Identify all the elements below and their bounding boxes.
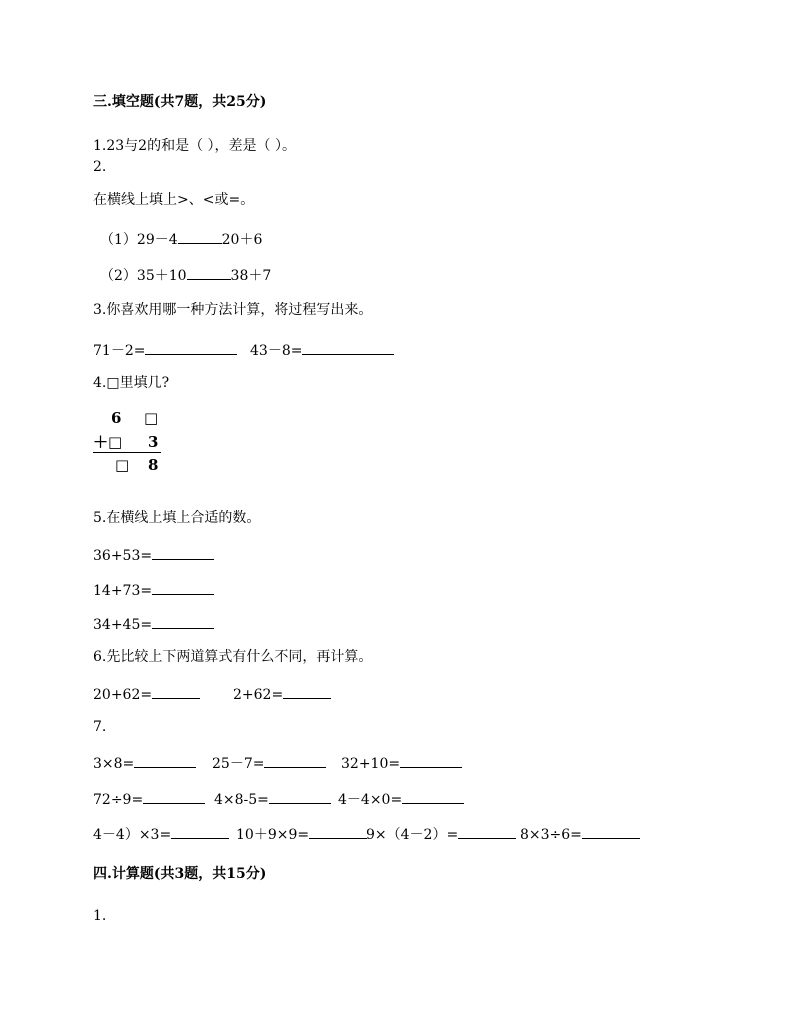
q5-item-b-text: 14+73= <box>93 583 153 599</box>
q7-r3-b <box>236 824 367 844</box>
q7-r3-c-text: 9×（4－2）= <box>366 827 459 843</box>
q5-item-a <box>93 545 214 565</box>
q5-item-c-text: 34+45= <box>93 617 153 633</box>
q6-item-a-blank[interactable] <box>152 684 200 699</box>
q7-r2-b-blank[interactable] <box>269 789 331 804</box>
q2-item-2 <box>100 265 271 285</box>
section-4-title: 四.计算题(共3题，共15分) <box>93 866 267 882</box>
q1-text: 1.23与2的和是（ ），差是（ ）。 <box>93 138 296 154</box>
q7-r1-a <box>93 753 196 773</box>
q5-item-b-blank[interactable] <box>152 580 214 595</box>
q2-item-2-left: （2）35＋10 <box>100 268 187 284</box>
q7-r1-b-text: 25－7= <box>212 756 265 772</box>
q3-item-a-text: 71－2= <box>93 343 146 359</box>
q4-row2-digit-b: 3 <box>148 433 159 451</box>
q5-item-b <box>93 580 214 600</box>
q7-r2-c-blank[interactable] <box>402 789 464 804</box>
q5-item-a-text: 36+53= <box>93 548 153 564</box>
q7-r2-b <box>214 789 331 809</box>
q7-r1-c-text: 32+10= <box>341 756 401 772</box>
q7-r3-b-blank[interactable] <box>309 824 367 839</box>
q4-row2-box-a[interactable]: ＋□ <box>93 433 123 451</box>
q7-number: 7. <box>93 719 107 735</box>
q7-r3-d-blank[interactable] <box>582 824 640 839</box>
q7-r1-c <box>341 753 462 773</box>
q5-item-c-blank[interactable] <box>152 614 214 629</box>
q7-r3-c <box>366 824 516 844</box>
q7-r2-a-blank[interactable] <box>143 789 205 804</box>
q2-item-2-right: 38＋7 <box>230 268 272 284</box>
q4-row3-box-a[interactable]: □ <box>115 456 130 474</box>
q5-instruction: 5.在横线上填上合适的数。 <box>93 510 261 526</box>
q2-item-2-blank[interactable] <box>187 265 231 280</box>
q7-r1-b-blank[interactable] <box>264 753 326 768</box>
q4-row1-digit-a: 6 <box>111 409 122 427</box>
q7-r2-c-text: 4－4×0= <box>338 792 403 808</box>
q6-instruction: 6.先比较上下两道算式有什么不同，再计算。 <box>93 649 373 665</box>
q2-item-1-right: 20＋6 <box>221 232 263 248</box>
q2-item-1-left: （1）29－4 <box>100 232 178 248</box>
q7-r3-a-text: 4－4）×3= <box>93 827 172 843</box>
q2-item-1 <box>100 229 262 249</box>
q3-item-a-blank[interactable] <box>145 340 237 355</box>
q2-number: 2. <box>93 159 107 175</box>
q7-r3-a-blank[interactable] <box>171 824 229 839</box>
q3-item-b <box>250 340 394 360</box>
q4-row1-box-b[interactable]: □ <box>144 409 159 427</box>
q7-r3-d <box>520 824 640 844</box>
q2-item-1-blank[interactable] <box>178 229 222 244</box>
q3-item-b-blank[interactable] <box>302 340 394 355</box>
q2-instruction: 在横线上填上>、<或=。 <box>93 192 255 208</box>
q7-r3-c-blank[interactable] <box>458 824 516 839</box>
q6-item-b-text: 2+62= <box>233 687 284 703</box>
q7-r1-c-blank[interactable] <box>400 753 462 768</box>
q6-item-a <box>93 684 200 704</box>
q7-r3-a <box>93 824 229 844</box>
q7-r1-a-text: 3×8= <box>93 756 135 772</box>
q7-r1-a-blank[interactable] <box>134 753 196 768</box>
q4-instruction: 4.□里填几? <box>93 375 170 391</box>
q7-r2-a <box>93 789 205 809</box>
q4-row3-digit-b: 8 <box>148 456 159 474</box>
q6-item-b-blank[interactable] <box>283 684 331 699</box>
q7-r2-a-text: 72÷9= <box>93 792 144 808</box>
q7-r3-d-text: 8×3÷6= <box>520 827 582 843</box>
q6-item-a-text: 20+62= <box>93 687 153 703</box>
s4-q1-number: 1. <box>93 908 107 924</box>
section-3-title: 三.填空题(共7题，共25分) <box>93 94 267 110</box>
q7-r2-b-text: 4×8-5= <box>214 792 269 808</box>
q5-item-a-blank[interactable] <box>152 545 214 560</box>
q7-r1-b <box>212 753 326 773</box>
q3-instruction: 3.你喜欢用哪一种方法计算，将过程写出来。 <box>93 302 373 318</box>
q6-item-b <box>233 684 331 704</box>
q7-r2-c <box>338 789 464 809</box>
q7-r3-b-text: 10＋9×9= <box>236 827 310 843</box>
q3-item-a <box>93 340 237 360</box>
q5-item-c <box>93 614 214 634</box>
q4-sum-line <box>93 452 161 453</box>
q3-item-b-text: 43－8= <box>250 343 303 359</box>
